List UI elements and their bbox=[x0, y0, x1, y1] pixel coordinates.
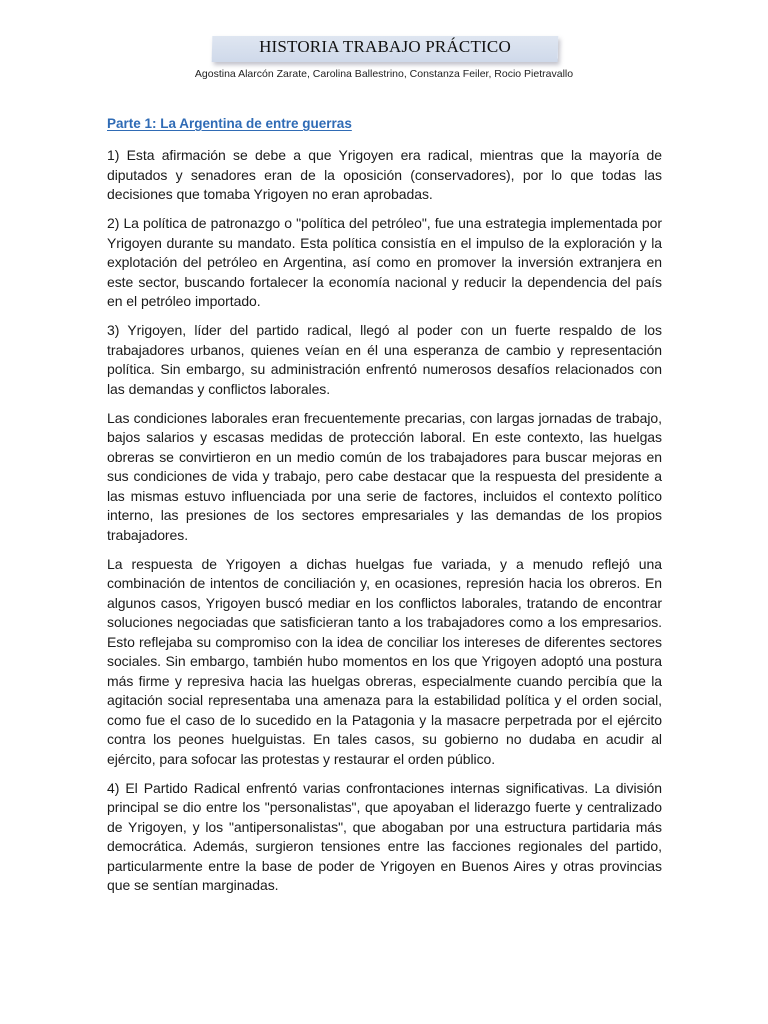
paragraph-5: La respuesta de Yrigoyen a dichas huelgas fue variada, y a menudo reflejó una combinación de intentos de conciliación y, en ocasiones, represión hacia los obreros. En algunos casos, Yrigoyen buscó mediar en los conflictos laborales, tratando de encontrar soluciones negociadas que satisficieran tanto a los trabajadores como a los empresarios. Esto reflejaba su compromiso con la idea de conciliar los intereses de diferentes sectores sociales. Sin embargo, también hubo momentos en los que Yrigoyen adoptó una postura más firme y represiva hacia las huelgas obreras, especialmente cuando percibía que la agitación social representaba una amenaza para la estabilidad política y el orden social, como fue el caso de lo sucedido en la Patagonia y la masacre perpetrada por el ejército contra los peones huelguistas. En tales casos, su gobierno no dudaba en acudir al ejército, para sofocar las protestas y restaurar el orden público. bbox=[107, 555, 662, 767]
paragraph-4: Las condiciones laborales eran frecuentemente precarias, con largas jornadas de trabajo, bajos salarios y escasas medidas de protección laboral. En este contexto, las huelgas obreras se convirtieron en un medio común de los trabajadores para buscar mejoras en sus condiciones de vida y trabajo, pero cabe destacar que la respuesta del presidente a las mismas estuvo influenciada por una serie de factores, incluidos el contexto político interno, las presiones de los sectores empresariales y las demandas de los propios trabajadores. bbox=[107, 409, 662, 543]
paragraph-6: 4) El Partido Radical enfrentó varias confrontaciones internas significativas. La división principal se dio entre los "personalistas", que apoyaban el liderazgo fuerte y centralizado de Yrigoyen, y los "antipersonalistas", que abogaban por una estructura partidaria más democrática. Además, surgieron tensiones entre las facciones regionales del partido, particularmente entre la base de poder de Yrigoyen en Buenos Aires y otras provincias que se sentían marginadas. bbox=[107, 779, 662, 893]
section-heading: Parte 1: La Argentina de entre guerras bbox=[107, 116, 352, 131]
paragraph-2: 2) La política de patronazgo o "política del petróleo", fue una estrategia implementada por Yrigoyen durante su mandato. Esta política consistía en el impulso de la exploración y la explotación del petróleo en Argentina, así como en promover la inversión extranjera en este sector, buscando fortalecer la economía nacional y reducir la dependencia del país en el petróleo importado. bbox=[107, 215, 662, 309]
paragraph-1: 1) Esta afirmación se debe a que Yrigoyen era radical, mientras que la mayoría de diputados y senadores eran de la oposición (conservadores), por lo que todas las decisiones que tomaba Yrigoyen no eran aprobadas. bbox=[107, 147, 662, 202]
author-list: Agostina Alarcón Zarate, Carolina Ballestrino, Constanza Feiler, Rocio Pietravallo bbox=[194, 68, 574, 80]
document-body bbox=[107, 146, 662, 905]
paragraph-3: 3) Yrigoyen, líder del partido radical, llegó al poder con un fuerte respaldo de los trabajadores urbanos, quienes veían en él una esperanza de cambio y representación política. Sin embargo, su administración enfrentó numerosos desafíos relacionados con las demandas y conflictos laborales. bbox=[107, 322, 662, 397]
document-title: HISTORIA TRABAJO PRÁCTICO bbox=[259, 37, 511, 56]
